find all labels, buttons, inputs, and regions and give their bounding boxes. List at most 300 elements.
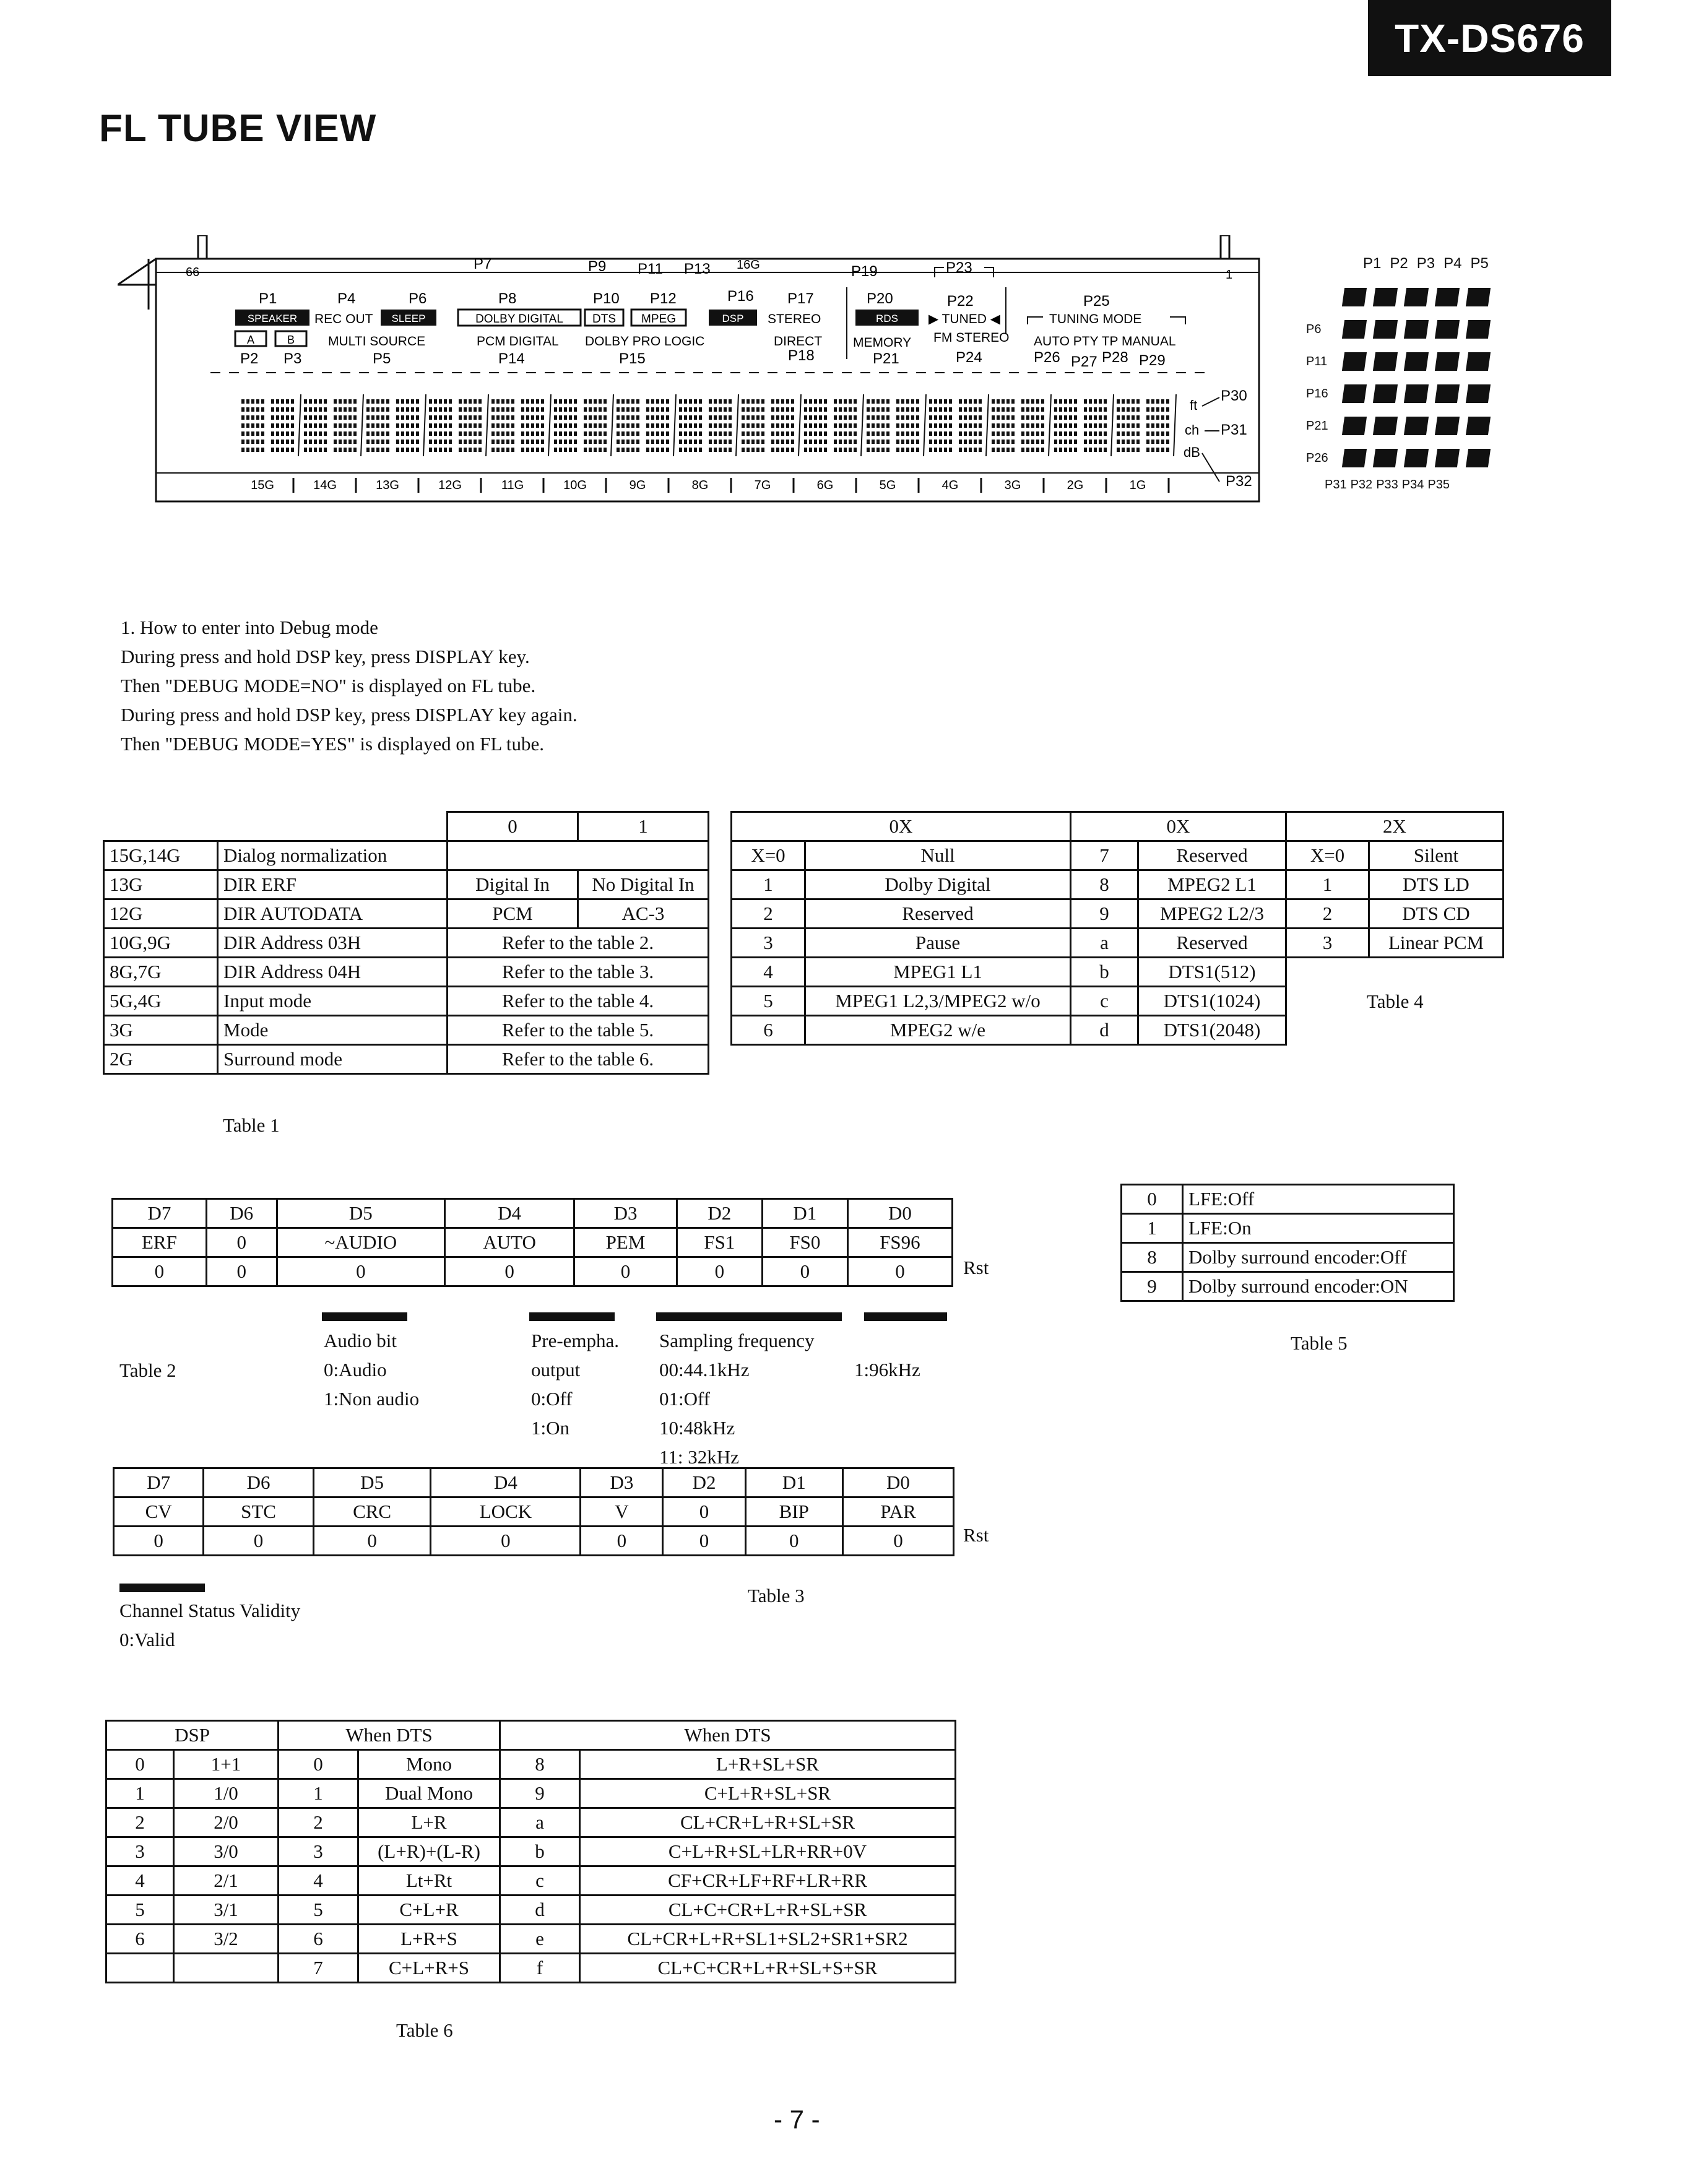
matrix-row-label: P6 xyxy=(1306,322,1322,336)
table-cell: 0 xyxy=(113,1257,207,1286)
p6-label: P6 xyxy=(409,290,427,307)
table-cell: c xyxy=(1071,987,1138,1016)
table-cell: D3 xyxy=(581,1468,663,1497)
table-cell: 9 xyxy=(1071,899,1138,929)
table-cell: MPEG2 w/e xyxy=(805,1016,1071,1045)
table-cell: 0 xyxy=(106,1750,174,1779)
table-row xyxy=(106,1808,956,1837)
table-cell: X=0 xyxy=(732,841,805,870)
table-cell: D1 xyxy=(745,1468,842,1497)
note-line: Audio bit xyxy=(324,1330,397,1351)
note-line: 0:Off xyxy=(531,1388,573,1410)
table-cell: D2 xyxy=(677,1199,762,1228)
table-cell: 8 xyxy=(1122,1243,1183,1272)
table-row xyxy=(104,870,709,899)
table-cell: CRC xyxy=(313,1497,431,1527)
table-row xyxy=(104,929,709,958)
table-5 xyxy=(1120,1184,1455,1302)
table-cell: DIR Address 04H xyxy=(218,958,448,987)
table-cell: AC-3 xyxy=(578,899,709,929)
table-cell: 0 xyxy=(581,1527,663,1556)
p10-label: P10 xyxy=(593,290,620,307)
table-cell: D5 xyxy=(277,1199,444,1228)
instruction-line: Then "DEBUG MODE=YES" is displayed on FL tube. xyxy=(121,733,544,755)
table-cell: D0 xyxy=(847,1199,952,1228)
table-cell: 0 xyxy=(448,812,578,841)
table-cell: e xyxy=(500,1925,580,1954)
table-cell: 6 xyxy=(106,1925,174,1954)
instruction-line: During press and hold DSP key, press DISPLAY key again. xyxy=(121,704,578,726)
table-cell: 9 xyxy=(500,1779,580,1808)
table-cell: PAR xyxy=(842,1497,953,1527)
table-4-caption: Table 4 xyxy=(1366,990,1424,1012)
table-cell: D3 xyxy=(574,1199,677,1228)
rec-out-indicator: REC OUT xyxy=(314,312,373,326)
matrix-segment xyxy=(1466,320,1491,339)
table-cell: Refer to the table 3. xyxy=(448,958,709,987)
grid-label: 4G xyxy=(941,479,959,492)
table-cell: 4 xyxy=(106,1866,174,1896)
table-cell: Digital In xyxy=(448,870,578,899)
table-cell: 1 xyxy=(106,1779,174,1808)
fs96-bar xyxy=(864,1312,947,1321)
matrix-row xyxy=(1306,442,1498,474)
matrix-top-p5: P5 xyxy=(1470,255,1489,272)
matrix-row-label: P16 xyxy=(1306,386,1328,401)
table-cell: Reserved xyxy=(805,899,1071,929)
table-row xyxy=(114,1527,954,1556)
table-cell: 8 xyxy=(500,1750,580,1779)
p18-label: P18 xyxy=(788,347,815,364)
matrix-segment xyxy=(1435,320,1460,339)
table-cell: 0 xyxy=(206,1257,277,1286)
table-row xyxy=(106,1750,956,1779)
table-cell: Dolby Digital xyxy=(805,870,1071,899)
table-row xyxy=(732,812,1504,841)
table-cell: d xyxy=(1071,1016,1138,1045)
table-cell: Surround mode xyxy=(218,1045,448,1074)
memory-indicator: MEMORY xyxy=(853,336,912,350)
table-cell: 3/2 xyxy=(174,1925,279,1954)
fm-stereo-indicator: FM STEREO xyxy=(933,331,1010,345)
table-cell: STC xyxy=(204,1497,314,1527)
table-cell: (L+R)+(L-R) xyxy=(358,1837,500,1866)
table-cell: 8 xyxy=(1071,870,1138,899)
table-cell: Reserved xyxy=(1138,841,1286,870)
table-row xyxy=(106,1896,956,1925)
table-cell: 8G,7G xyxy=(104,958,218,987)
fs96-note: 1:96kHz xyxy=(854,1359,920,1380)
table-cell: CV xyxy=(114,1497,204,1527)
table-cell: 5 xyxy=(279,1896,358,1925)
matrix-segment xyxy=(1404,449,1429,467)
p19-label: P19 xyxy=(851,263,878,280)
table-cell: Linear PCM xyxy=(1369,929,1504,958)
table-cell: LFE:Off xyxy=(1183,1185,1454,1214)
table-cell: ERF xyxy=(113,1228,207,1257)
table-row xyxy=(732,841,1504,870)
matrix-segment xyxy=(1342,384,1367,403)
page-number: - 7 - xyxy=(774,2105,820,2134)
table-row xyxy=(732,958,1504,987)
table-cell: PEM xyxy=(574,1228,677,1257)
table-row xyxy=(106,1925,956,1954)
tuned-indicator: ▶ TUNED ◀ xyxy=(928,312,1000,326)
matrix-segment xyxy=(1466,384,1491,403)
table-row xyxy=(113,1199,953,1228)
table-cell: 6 xyxy=(732,1016,805,1045)
table-cell: Refer to the table 5. xyxy=(448,1016,709,1045)
table-cell: 0 xyxy=(663,1497,745,1527)
table-cell: No Digital In xyxy=(578,870,709,899)
matrix-bottom-p35: P35 xyxy=(1427,478,1450,492)
p7-label: P7 xyxy=(474,256,492,272)
p13-label: P13 xyxy=(684,261,711,277)
table-cell: Dual Mono xyxy=(358,1779,500,1808)
p29-label: P29 xyxy=(1139,352,1166,369)
p4-label: P4 xyxy=(337,290,356,307)
table-cell: b xyxy=(500,1837,580,1866)
table-cell: 0 xyxy=(677,1257,762,1286)
matrix-segment xyxy=(1404,384,1429,403)
table-cell: 10G,9G xyxy=(104,929,218,958)
table-cell: DSP xyxy=(106,1721,279,1750)
table-row xyxy=(106,1954,956,1983)
grid-label: 7G xyxy=(754,479,771,492)
grid-label: 5G xyxy=(879,479,896,492)
matrix-segment xyxy=(1404,320,1429,339)
pin-label-1: 1 xyxy=(1226,268,1233,282)
table-cell: 0 xyxy=(313,1527,431,1556)
matrix-segment xyxy=(1466,449,1491,467)
table-cell: 0 xyxy=(847,1257,952,1286)
table-5-caption: Table 5 xyxy=(1291,1332,1348,1354)
table-cell: D6 xyxy=(206,1199,277,1228)
pcm-digital-indicator: PCM DIGITAL xyxy=(477,334,559,349)
table-row xyxy=(104,812,709,841)
matrix-row xyxy=(1306,313,1498,345)
table-cell: Reserved xyxy=(1138,929,1286,958)
table-cell: Dolby surround encoder:ON xyxy=(1183,1272,1454,1301)
table-cell: 2/0 xyxy=(174,1808,279,1837)
table-cell: 1 xyxy=(1286,870,1369,899)
table-cell: 1 xyxy=(732,870,805,899)
table-cell: 3/0 xyxy=(174,1837,279,1866)
table-cell: When DTS xyxy=(279,1721,500,1750)
matrix-bottom-p32: P32 xyxy=(1350,478,1373,492)
table-cell: CL+C+CR+L+R+SL+SR xyxy=(580,1896,956,1925)
table-cell: D5 xyxy=(313,1468,431,1497)
table-row xyxy=(114,1468,954,1497)
table-cell: 3 xyxy=(279,1837,358,1866)
table-row xyxy=(1122,1243,1454,1272)
grid-labels xyxy=(156,473,1259,493)
table-2 xyxy=(111,1198,953,1287)
instruction-line: During press and hold DSP key, press DISPLAY key. xyxy=(121,646,530,667)
table-row xyxy=(104,958,709,987)
table-cell: Mono xyxy=(358,1750,500,1779)
table-3-rst: Rst xyxy=(963,1524,989,1546)
table-cell: 2 xyxy=(1286,899,1369,929)
table-cell: 3 xyxy=(106,1837,174,1866)
table-cell: D0 xyxy=(842,1468,953,1497)
table-6 xyxy=(105,1720,956,1983)
table-row xyxy=(104,987,709,1016)
table-cell: MPEG1 L2,3/MPEG2 w/o xyxy=(805,987,1071,1016)
table-cell: V xyxy=(581,1497,663,1527)
matrix-segment xyxy=(1404,352,1429,371)
table-cell: Lt+Rt xyxy=(358,1866,500,1896)
pre-emphasis-notes xyxy=(531,1326,619,1442)
table-cell: C+L+R+SL+SR xyxy=(580,1779,956,1808)
note-line: Sampling frequency xyxy=(659,1330,815,1351)
matrix-segment xyxy=(1404,417,1429,435)
channel-status-bar xyxy=(119,1584,205,1592)
table-cell: MPEG2 L1 xyxy=(1138,870,1286,899)
auto-pty-tp-manual-indicator: AUTO PTY TP MANUAL xyxy=(1034,334,1176,349)
table-row xyxy=(1122,1185,1454,1214)
table-cell: 12G xyxy=(104,899,218,929)
table-cell: L+R+S xyxy=(358,1925,500,1954)
table-cell: 3G xyxy=(104,1016,218,1045)
table-row xyxy=(1122,1272,1454,1301)
table-row xyxy=(114,1497,954,1527)
table-row xyxy=(1122,1214,1454,1243)
matrix-top-p1: P1 xyxy=(1363,255,1382,272)
table-cell: 0 xyxy=(114,1527,204,1556)
table-cell: a xyxy=(500,1808,580,1837)
p3-label: P3 xyxy=(283,350,302,367)
table-cell: BIP xyxy=(745,1497,842,1527)
table-cell: Silent xyxy=(1369,841,1504,870)
table-row xyxy=(104,1016,709,1045)
matrix-row-label: P26 xyxy=(1306,451,1328,465)
table-row xyxy=(104,841,709,870)
table-cell: 5G,4G xyxy=(104,987,218,1016)
table-cell: 3/1 xyxy=(174,1896,279,1925)
grid-label: 8G xyxy=(691,479,709,492)
grid-label: 6G xyxy=(816,479,834,492)
matrix-bottom-p33: P33 xyxy=(1376,478,1398,492)
table-cell: 3 xyxy=(732,929,805,958)
table-cell: FS0 xyxy=(762,1228,847,1257)
matrix-segment xyxy=(1342,320,1367,339)
table-cell: 2X xyxy=(1286,812,1504,841)
matrix-segment xyxy=(1373,352,1398,371)
table-cell: CL+CR+L+R+SL+SR xyxy=(580,1808,956,1837)
a-indicator: A xyxy=(246,334,255,346)
table-row xyxy=(106,1721,956,1750)
table-cell: 2 xyxy=(732,899,805,929)
fl-tube-diagram xyxy=(118,235,1269,514)
p21-label: P21 xyxy=(873,350,899,367)
table-cell: 0X xyxy=(1071,812,1286,841)
matrix-top-p4: P4 xyxy=(1443,255,1462,272)
p24-label: P24 xyxy=(956,349,982,366)
channel-status-notes xyxy=(119,1596,300,1654)
table-cell: Pause xyxy=(805,929,1071,958)
stereo-indicator: STEREO xyxy=(768,312,821,326)
matrix-segment xyxy=(1435,449,1460,467)
note-line: 00:44.1kHz xyxy=(659,1359,750,1380)
table-cell: 4 xyxy=(279,1866,358,1896)
matrix-segment xyxy=(1342,417,1367,435)
table-cell: DTS1(2048) xyxy=(1138,1016,1286,1045)
table-cell: X=0 xyxy=(1286,841,1369,870)
table-row xyxy=(106,1866,956,1896)
p26-label: P26 xyxy=(1034,349,1060,366)
table-cell: CL+C+CR+L+R+SL+S+SR xyxy=(580,1954,956,1983)
table-cell: AUTO xyxy=(445,1228,574,1257)
table-cell: 5 xyxy=(106,1896,174,1925)
table-cell: D7 xyxy=(114,1468,204,1497)
p32-label: P32 xyxy=(1226,473,1252,490)
model-badge: TX-DS676 xyxy=(1368,0,1611,76)
matrix-row xyxy=(1306,281,1498,313)
matrix-bottom-p34: P34 xyxy=(1401,478,1424,492)
table-cell: D7 xyxy=(113,1199,207,1228)
sampling-frequency-notes xyxy=(659,1326,815,1471)
table-cell: 0X xyxy=(732,812,1071,841)
table-cell: D4 xyxy=(431,1468,581,1497)
note-line: 1:On xyxy=(531,1417,569,1439)
matrix-segment xyxy=(1373,288,1398,306)
table-cell: D4 xyxy=(445,1199,574,1228)
matrix-segment xyxy=(1373,417,1398,435)
speaker-indicator: SPEAKER xyxy=(247,313,298,324)
table-cell: When DTS xyxy=(500,1721,956,1750)
table-cell: Dialog normalization xyxy=(218,841,448,870)
note-line: 11: 32kHz xyxy=(659,1446,739,1468)
table-cell: 15G,14G xyxy=(104,841,218,870)
matrix-row xyxy=(1306,345,1498,378)
table-cell: ~AUDIO xyxy=(277,1228,444,1257)
dsp-indicator: DSP xyxy=(722,313,744,324)
matrix-segment xyxy=(1404,288,1429,306)
table-cell xyxy=(106,1954,174,1983)
table-cell: DTS1(1024) xyxy=(1138,987,1286,1016)
table-cell: Input mode xyxy=(218,987,448,1016)
p9-label: P9 xyxy=(588,258,607,275)
table-cell: FS96 xyxy=(847,1228,952,1257)
table-cell: LFE:On xyxy=(1183,1214,1454,1243)
table-1 xyxy=(103,811,709,1075)
sleep-indicator: SLEEP xyxy=(391,313,426,324)
table-cell: D6 xyxy=(204,1468,314,1497)
matrix-segment xyxy=(1466,352,1491,371)
table-cell: 2G xyxy=(104,1045,218,1074)
rds-indicator: RDS xyxy=(876,313,898,324)
table-cell: C+L+R+SL+LR+RR+0V xyxy=(580,1837,956,1866)
p14-label: P14 xyxy=(498,350,525,367)
note-line: 1:Non audio xyxy=(324,1388,420,1410)
p11-label: P11 xyxy=(638,261,663,277)
p27-label: P27 xyxy=(1071,353,1097,370)
table-cell: FS1 xyxy=(677,1228,762,1257)
table-cell: 2/1 xyxy=(174,1866,279,1896)
table-cell: 7 xyxy=(1071,841,1138,870)
table-row xyxy=(732,870,1504,899)
table-cell: Refer to the table 4. xyxy=(448,987,709,1016)
ft-unit: ft xyxy=(1190,397,1198,413)
table-cell: DTS CD xyxy=(1369,899,1504,929)
sampling-frequency-bar xyxy=(656,1312,842,1321)
matrix-row-label: P11 xyxy=(1306,354,1328,368)
table-cell: 2 xyxy=(106,1808,174,1837)
table-cell: C+L+R xyxy=(358,1896,500,1925)
b-indicator: B xyxy=(287,334,295,346)
table-cell: 6 xyxy=(279,1925,358,1954)
matrix-top-p2: P2 xyxy=(1390,255,1408,272)
table-cell: 0 xyxy=(431,1527,581,1556)
table-cell: b xyxy=(1071,958,1138,987)
table-cell: DTS1(512) xyxy=(1138,958,1286,987)
table-6-caption: Table 6 xyxy=(396,2019,453,2041)
note-line: Pre-empha. xyxy=(531,1330,620,1351)
table-cell: c xyxy=(500,1866,580,1896)
table-cell: 1 xyxy=(1122,1214,1183,1243)
dolby-pro-logic-indicator: DOLBY PRO LOGIC xyxy=(585,334,705,349)
table-cell: 9 xyxy=(1122,1272,1183,1301)
table-cell: DIR AUTODATA xyxy=(218,899,448,929)
grid-label: 11G xyxy=(501,479,524,492)
table-cell: 0 xyxy=(279,1750,358,1779)
p23-label: P23 xyxy=(946,259,972,276)
table-cell: PCM xyxy=(448,899,578,929)
table-3 xyxy=(113,1467,954,1556)
p15-label: P15 xyxy=(619,350,646,367)
grid-label: 14G xyxy=(313,479,337,492)
table-cell: CL+CR+L+R+SL1+SL2+SR1+SR2 xyxy=(580,1925,956,1954)
p2-label: P2 xyxy=(240,350,259,367)
p12-label: P12 xyxy=(650,290,677,307)
table-2-rst: Rst xyxy=(963,1257,989,1278)
mpeg-indicator: MPEG xyxy=(641,313,676,326)
matrix-segment xyxy=(1373,449,1398,467)
table-row xyxy=(106,1779,956,1808)
table-cell: DTS LD xyxy=(1369,870,1504,899)
multi-source-indicator: MULTI SOURCE xyxy=(328,334,426,349)
table-cell: 0 xyxy=(1122,1185,1183,1214)
table-cell: DIR ERF xyxy=(218,870,448,899)
p1-label: P1 xyxy=(259,290,277,307)
grid-label: 1G xyxy=(1129,479,1146,492)
table-cell: D1 xyxy=(762,1199,847,1228)
table-row xyxy=(732,929,1504,958)
p22-label: P22 xyxy=(947,293,974,310)
table-cell: 4 xyxy=(732,958,805,987)
matrix-row-label: P21 xyxy=(1306,418,1328,433)
table-cell: Dolby surround encoder:Off xyxy=(1183,1243,1454,1272)
table-cell: 0 xyxy=(574,1257,677,1286)
note-line: 10:48kHz xyxy=(659,1417,735,1439)
table-cell: CF+CR+LF+RF+LR+RR xyxy=(580,1866,956,1896)
table-cell xyxy=(448,841,709,870)
table-cell: 0 xyxy=(204,1527,314,1556)
matrix-segment xyxy=(1435,352,1460,371)
table-cell: 1/0 xyxy=(174,1779,279,1808)
grid-label: 15G xyxy=(251,479,274,492)
table-row xyxy=(113,1228,953,1257)
audio-bit-notes xyxy=(324,1326,419,1413)
table-row xyxy=(113,1257,953,1286)
table-cell: a xyxy=(1071,929,1138,958)
grid-label: 13G xyxy=(376,479,399,492)
debug-instructions xyxy=(121,613,578,758)
table-cell: 1 xyxy=(279,1779,358,1808)
table-cell: D2 xyxy=(663,1468,745,1497)
pin-label-66: 66 xyxy=(186,266,200,279)
